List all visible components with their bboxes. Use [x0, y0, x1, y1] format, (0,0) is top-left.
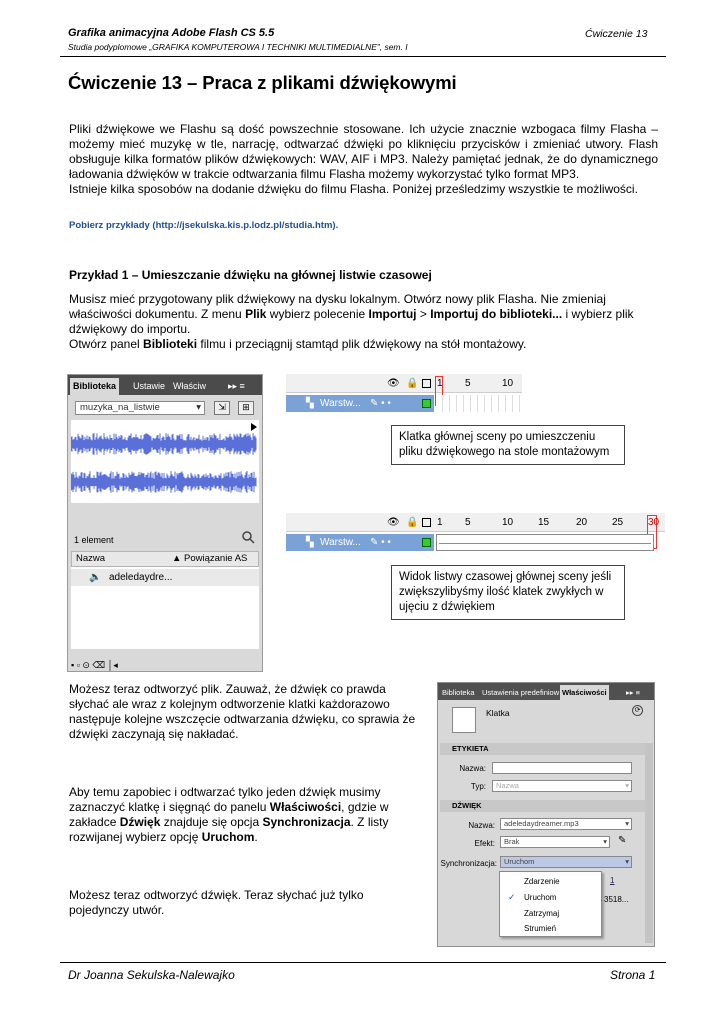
- intro-paragraph: Pliki dźwiękowe we Flashu są dość powszechnie stosowane. Ich użycie znacznie wzbogaca filmy Flasha – możemy mieć muzykę w tle, narrację, odtwarzać dźwięki po kliknięciu przycisków i zmieniać utwory. Flash obsługuje kilka formatów plików dźwiękowych: WAV, AIF i MP3. Należy pamiętać jednak, że do dynamicznego ładowania dźwięków w trakcie odtwarzania filmu Flasha możemy wykorzystać tylko format MP3.: [69, 122, 658, 181]
- paragraph-c: Możesz teraz odtworzyć dźwięk. Teraz słychać już tylko pojedynczy utwór.: [69, 888, 364, 917]
- repeat-count[interactable]: 1: [610, 876, 615, 885]
- tick-label: 1: [437, 378, 443, 389]
- pencil-icon: ✎ • •: [370, 398, 391, 409]
- library-panel: [67, 374, 263, 672]
- caption-1: Klatka głównej sceny po umieszczeniu pliku dźwiękowego na stole montażowym: [391, 425, 625, 465]
- check-icon: ✓: [508, 892, 516, 902]
- paragraph-a: Możesz teraz odtworzyć plik. Zauważ, że dźwięk co prawda słychać ale wraz z kolejnym odtworzenie klatki każdorazowo następuje kolejne wszczęcie odtwarzania dźwięku, co sprawia że dźwięki zaczynają się nakładać.: [69, 682, 416, 741]
- tab-settings[interactable]: Ustawie: [133, 381, 166, 391]
- column-name[interactable]: Nazwa: [76, 553, 106, 564]
- speaker-icon: 🔈: [89, 572, 102, 583]
- help-icon[interactable]: ⟳: [632, 705, 643, 716]
- panel-menu-icon[interactable]: ▸▸ ≡: [228, 381, 245, 391]
- text-run: Otwórz panel: [69, 337, 144, 351]
- frames-row[interactable]: [436, 534, 654, 551]
- library-dropdown-value: muzyka_na_listwie: [80, 402, 160, 413]
- pencil-icon: ✎ • •: [370, 537, 391, 548]
- tick-label: 30: [648, 517, 660, 528]
- effect-value: Brak: [504, 837, 520, 846]
- section-label-title: ETYKIETA: [452, 744, 489, 753]
- sync-label: Synchronizacja:: [440, 859, 497, 868]
- frames-row[interactable]: [436, 395, 522, 412]
- properties-tabs: [438, 683, 654, 700]
- text-run: Aby temu zapobiec i odtwarzać tylko jeden dźwięk musimy zaznaczyć klatkę i sięgnąć do panelu: [69, 785, 381, 814]
- toolbar-icons[interactable]: ▪ ▫ ⊙ ⌫ │◂: [71, 660, 118, 670]
- caption-2: Widok listwy czasowej głównej sceny jeśli zwiększylibyśmy ilość klatek zwykłych w ujęciu z dźwiękiem: [391, 565, 625, 620]
- sort-icon: ▲: [172, 553, 182, 564]
- library-list: [71, 567, 259, 649]
- menu-item[interactable]: Zatrzymaj: [524, 909, 560, 918]
- section-label[interactable]: [440, 743, 645, 755]
- download-link[interactable]: Pobierz przykłady (http://jsekulska.kis.p.lodz.pl/studia.htm).: [69, 220, 339, 231]
- layer-row[interactable]: [286, 395, 434, 412]
- tick-label: 25: [612, 517, 624, 528]
- tick-label: 5: [465, 378, 471, 389]
- header-title: Grafika animacyjna Adobe Flash CS 5.5: [68, 27, 275, 39]
- chevron-down-icon: ▾: [196, 402, 201, 413]
- text-run: znajduje się opcja: [160, 815, 263, 829]
- chevron-down-icon: ▾: [625, 819, 629, 828]
- example1-text: [69, 292, 659, 352]
- bold-run: Plik: [245, 307, 267, 321]
- header-exercise: Ćwiczenie 13: [585, 28, 648, 40]
- layer-name: Warstw...: [320, 398, 361, 409]
- library-tabs: [68, 375, 262, 395]
- effect-select[interactable]: [500, 836, 610, 848]
- name-label: Nazwa:: [459, 764, 486, 773]
- bold-run: Dźwięk: [119, 815, 161, 829]
- lock-icon[interactable]: 🔒: [406, 517, 419, 528]
- chevron-down-icon: ▾: [625, 857, 629, 866]
- bold-run: Synchronizacja: [262, 815, 351, 829]
- library-column-header: [71, 551, 259, 567]
- section-sound-title: DŹWIĘK: [452, 801, 482, 810]
- section-sound[interactable]: [440, 800, 645, 812]
- outline-icon[interactable]: [422, 379, 431, 388]
- tick-label: 10: [502, 517, 514, 528]
- item-count: 1 element: [74, 535, 114, 545]
- layer-icon: ▚: [306, 537, 314, 548]
- eye-icon[interactable]: 👁: [387, 378, 400, 389]
- name-input[interactable]: [492, 762, 632, 774]
- menu-item[interactable]: Uruchom: [524, 893, 557, 902]
- list-item[interactable]: [71, 569, 259, 586]
- tick-label: 10: [502, 378, 514, 389]
- sync-value: Uruchom: [504, 857, 535, 866]
- footer-divider: [60, 962, 666, 963]
- bold-run: Właściwości: [269, 800, 342, 814]
- eye-icon[interactable]: 👁: [387, 517, 400, 528]
- column-linkage[interactable]: Powiązanie AS: [184, 553, 248, 564]
- intro-paragraph-2: Istnieje kilka sposobów na dodanie dźwięku do filmu Flasha. Poniżej prześledzimy wszystkie te możliwości.: [69, 182, 638, 196]
- menu-item[interactable]: Zdarzenie: [524, 877, 560, 886]
- tick-label: 20: [576, 517, 588, 528]
- text-run: filmu i przeciągnij stamtąd plik dźwiękowy na stół montażowy.: [197, 337, 527, 351]
- lock-icon[interactable]: 🔒: [406, 378, 419, 389]
- sound-line: [439, 543, 651, 544]
- type-select[interactable]: [492, 780, 632, 792]
- text-run: . Z listy rozwijanej wybierz opcję: [69, 815, 389, 844]
- frame-label: Klatka: [486, 708, 510, 718]
- chevron-down-icon: ▾: [625, 781, 629, 790]
- chevron-down-icon: ▾: [603, 837, 607, 846]
- panel-menu-icon[interactable]: ▸▸ ≡: [626, 688, 640, 697]
- intro: [69, 122, 658, 197]
- text-run: i wybierz plik dźwiękowy do importu.: [69, 307, 634, 336]
- waveform-graphic: [71, 420, 259, 503]
- layer-color-icon: [422, 399, 431, 408]
- layer-row[interactable]: [286, 534, 434, 551]
- type-label: Typ:: [470, 782, 486, 791]
- sound-info: 3518...: [604, 895, 629, 904]
- sync-select[interactable]: [500, 856, 632, 868]
- sound-name-select[interactable]: [500, 818, 632, 830]
- type-value: Nazwa: [496, 781, 519, 790]
- timeline-1: [286, 374, 522, 416]
- bold-run: Importuj: [368, 307, 417, 321]
- header-subtitle: Studia podyplomowe „GRAFIKA KOMPUTEROWA I TECHNIKI MULTIMEDIALNE”, sem. I: [68, 42, 408, 52]
- sync-dropdown-menu: [499, 871, 602, 937]
- text-run: >: [416, 307, 431, 321]
- play-icon: [251, 423, 257, 431]
- new-library-icon[interactable]: ⊞: [238, 401, 254, 415]
- header-divider: [60, 56, 666, 57]
- text-run: Musisz mieć przygotowany plik dźwiękowy na dysku lokalnym. Otwórz nowy plik Flasha. Nie zmieniaj właściwości dokumentu. Z menu: [69, 292, 606, 321]
- timeline-header: [286, 513, 665, 532]
- pencil-icon[interactable]: ✎: [618, 835, 627, 846]
- library-item-name: adeledaydre...: [109, 572, 173, 583]
- tab-properties[interactable]: Właściwości: [560, 685, 609, 700]
- effect-label: Efekt:: [474, 839, 495, 848]
- text-run: .: [254, 830, 258, 844]
- layer-icon: ▚: [306, 398, 314, 409]
- tab-library[interactable]: Biblioteka: [70, 378, 119, 395]
- example1-heading: Przykład 1 – Umieszczanie dźwięku na głównej listwie czasowej: [69, 268, 432, 282]
- layer-name: Warstw...: [320, 537, 361, 548]
- bold-run: Biblioteki: [143, 337, 198, 351]
- search-icon[interactable]: [241, 530, 255, 544]
- tick-label: 5: [465, 517, 471, 528]
- waveform-channel-1: [71, 433, 256, 455]
- scrollbar[interactable]: [645, 743, 653, 943]
- tick-label: 1: [437, 517, 443, 528]
- timeline-header: [286, 374, 522, 393]
- tab-properties[interactable]: Właściw: [173, 381, 206, 391]
- library-bottom-toolbar: [71, 655, 259, 669]
- waveform-channel-2: [71, 471, 256, 493]
- page-title: Ćwiczenie 13 – Praca z plikami dźwiękowymi: [68, 72, 457, 93]
- properties-panel: [437, 682, 655, 947]
- layer-color-icon: [422, 538, 431, 547]
- pin-icon[interactable]: ⇲: [214, 401, 230, 415]
- text-run: , gdzie w zakładce: [69, 800, 389, 829]
- timeline-2: [286, 513, 665, 555]
- text-run: wybierz polecenie: [266, 307, 369, 321]
- bold-run: Uruchom: [201, 830, 255, 844]
- footer-page: Strona 1: [610, 968, 656, 982]
- sound-name-label: Nazwa:: [468, 821, 495, 830]
- tab-library[interactable]: Biblioteka: [442, 688, 475, 697]
- sound-name-value: adeledaydreamer.mp3: [504, 819, 579, 828]
- library-dropdown[interactable]: [75, 401, 205, 415]
- waveform-preview: [71, 420, 259, 503]
- footer-author: Dr Joanna Sekulska-Nalewajko: [68, 968, 235, 982]
- paragraph-b: [69, 785, 421, 845]
- tab-presets[interactable]: Ustawienia predefiniow: [482, 688, 560, 697]
- menu-item[interactable]: Strumień: [524, 924, 557, 933]
- frame-icon: [452, 707, 476, 733]
- bold-run: Importuj do biblioteki...: [430, 307, 563, 321]
- outline-icon[interactable]: [422, 518, 431, 527]
- tick-label: 15: [538, 517, 550, 528]
